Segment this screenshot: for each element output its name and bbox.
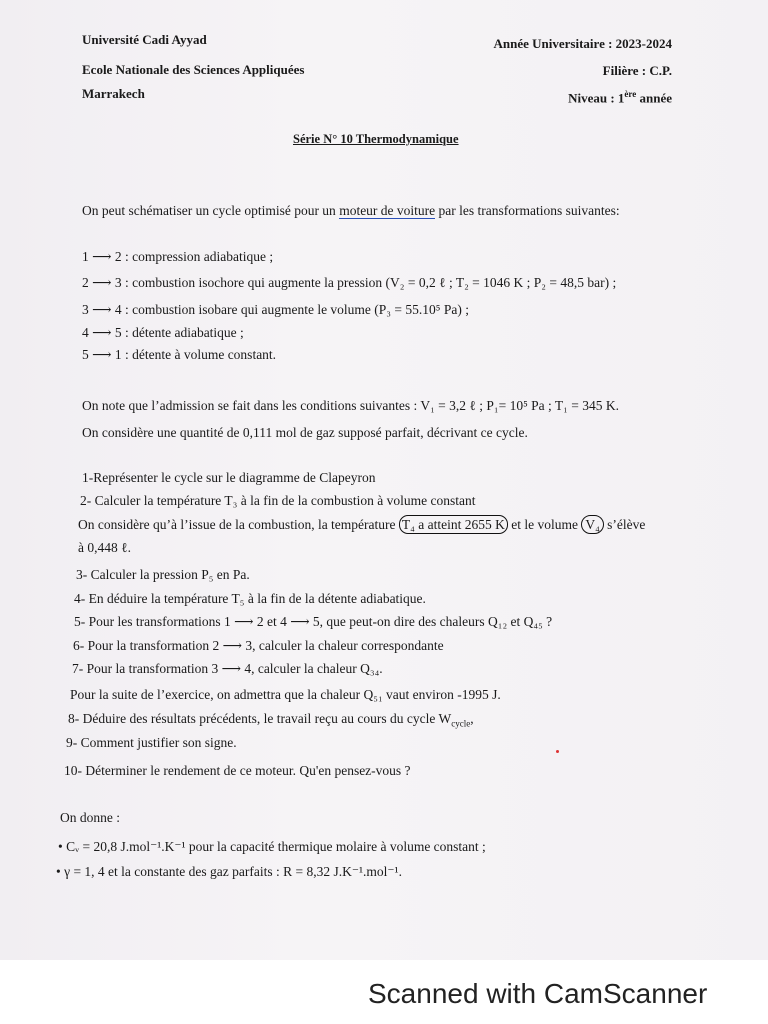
camscanner-watermark: Scanned with CamScanner xyxy=(368,978,708,1009)
question-8: 8- Déduire des résultats précédents, le travail reçu au cours du cycle $W_{cycle}$, xyxy=(68,711,474,729)
transformation-item: 1 ⟶ 2 : compression adiabatique ; xyxy=(82,249,274,264)
question-9: 9- Comment justifier son signe. xyxy=(66,735,237,750)
transformation-item: 3 ⟶ 4 : combustion isobare qui augmente le volume (P₃ = 55.10⁵ Pa) ; xyxy=(82,302,469,317)
question-4: 4- En déduire la température T₅ à la fin de la détente adiabatique. xyxy=(74,591,426,606)
question-6: 6- Pour la transformation 2 ⟶ 3, calculer la chaleur correspondante xyxy=(73,638,444,653)
transformation-item: 2 ⟶ 3 : combustion isochore qui augmente la pression (V₂ = 0,2 ℓ ; T₂ = 1046 K ; P₂ = 48,5 bar) ; xyxy=(82,275,617,290)
academic-year: Année Universitaire : 2023-2024 xyxy=(493,36,672,51)
question-1: 1-Représenter le cycle sur le diagramme de Clapeyron xyxy=(82,470,376,485)
conditions-line: On note que l’admission se fait dans les conditions suivantes : V₁ = 3,2 ℓ ; P₁= 10⁵ Pa ; T₁ = 345 K. xyxy=(82,398,619,413)
question-5: 5- Pour les transformations 1 ⟶ 2 et 4 ⟶ 5, que peut-on dire des chaleurs Q₁₂ et Q₄₅ ? xyxy=(74,614,553,629)
page-title: Série N° 10 Thermodynamique xyxy=(293,132,459,146)
conditions-line: On considère une quantité de 0,111 mol de gaz supposé parfait, décrivant ce cycle. xyxy=(82,425,528,440)
school-name: Ecole Nationale des Sciences Appliquées xyxy=(82,62,305,77)
city-name: Marrakech xyxy=(82,86,145,101)
niveau: Niveau : 1ère année xyxy=(568,89,672,106)
q51-statement: Pour la suite de l’exercice, on admettra que la chaleur Q₅₁ vaut environ -1995 J. xyxy=(70,687,501,702)
question-10: 10- Déterminer le rendement de ce moteur. Qu'en pensez-vous ? xyxy=(64,763,411,778)
intro-paragraph: On peut schématiser un cycle optimisé pour un moteur de voiture par les transformations suivantes: xyxy=(82,203,620,218)
transformation-item: 5 ⟶ 1 : détente à volume constant. xyxy=(82,347,277,362)
given-item: • Cᵥ = 20,8 J.mol⁻¹.K⁻¹ pour la capacité thermique molaire à volume constant ; xyxy=(58,839,486,854)
given-title: On donne : xyxy=(60,810,120,825)
ink-dot xyxy=(556,750,559,753)
filiere: Filière : C.P. xyxy=(602,63,672,78)
circled-annotation: V₄ xyxy=(581,515,603,534)
question-3: 3- Calculer la pression P₅ en Pa. xyxy=(76,567,250,582)
question-7: 7- Pour la transformation 3 ⟶ 4, calculer la chaleur Q₃₄. xyxy=(72,661,383,676)
transformation-item: 4 ⟶ 5 : détente adiabatique ; xyxy=(82,325,244,340)
question-2: 2- Calculer la température T₃ à la fin de la combustion à volume constant xyxy=(80,493,476,508)
underlined-phrase: moteur de voiture xyxy=(339,203,436,218)
given-item: • γ = 1, 4 et la constante des gaz parfaits : R = 8,32 J.K⁻¹.mol⁻¹. xyxy=(56,864,402,879)
university-name: Université Cadi Ayyad xyxy=(82,32,207,47)
note-paragraph: On considère qu’à l’issue de la combustion, la température T₄ a atteint 2655 K et le volume V₄ s’élève xyxy=(78,517,646,532)
boxed-annotation: T₄ a atteint 2655 K xyxy=(399,515,508,534)
note-line-2: à 0,448 ℓ. xyxy=(78,540,131,555)
